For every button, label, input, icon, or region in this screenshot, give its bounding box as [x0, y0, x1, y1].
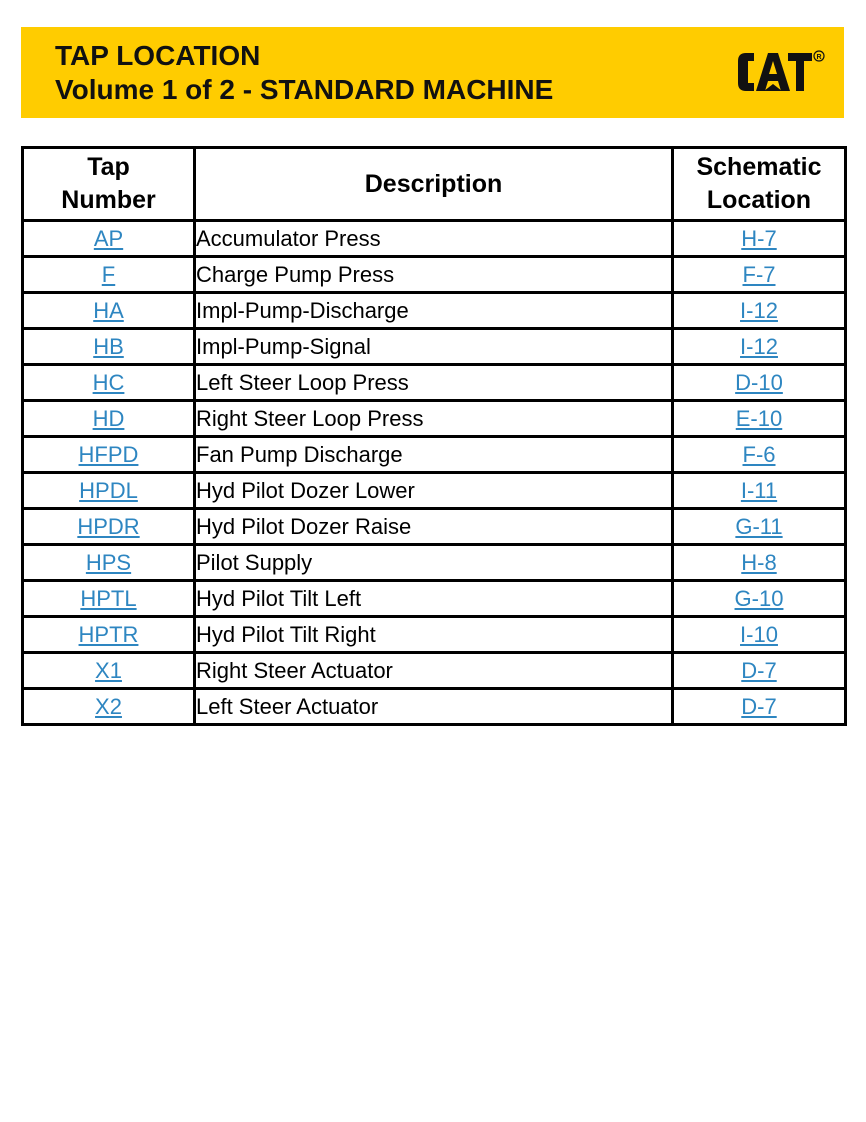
tap-number-link[interactable]: HPTR	[78, 622, 139, 647]
tap-number-link[interactable]: HC	[92, 370, 125, 395]
description-cell: Charge Pump Press	[195, 257, 673, 293]
table-row	[23, 689, 846, 725]
description-cell: Fan Pump Discharge	[195, 437, 673, 473]
schematic-location-link[interactable]: F-7	[742, 262, 776, 287]
tap-number-cell	[23, 545, 195, 581]
table-row	[23, 617, 846, 653]
schematic-location-cell	[673, 329, 846, 365]
schematic-location-link[interactable]: G-10	[734, 586, 784, 611]
header-schematic-location	[673, 148, 846, 221]
tap-number-link[interactable]: HPTL	[80, 586, 137, 611]
schematic-location-link[interactable]: H-8	[741, 550, 777, 575]
description-cell: Accumulator Press	[195, 221, 673, 257]
table-row	[23, 509, 846, 545]
schematic-location-link[interactable]: D-7	[741, 658, 777, 683]
tap-number-cell	[23, 509, 195, 545]
schematic-location-link[interactable]: I-11	[740, 478, 778, 503]
header-location-line2: Location	[706, 186, 812, 214]
header-tap-number	[23, 148, 195, 221]
tap-number-link[interactable]: AP	[93, 226, 124, 251]
tap-number-cell	[23, 221, 195, 257]
schematic-location-cell	[673, 221, 846, 257]
tap-number-link[interactable]: HFPD	[78, 442, 139, 467]
description-cell: Impl-Pump-Discharge	[195, 293, 673, 329]
svg-text:R: R	[816, 54, 822, 61]
table-row	[23, 581, 846, 617]
schematic-location-cell	[673, 617, 846, 653]
tap-number-link[interactable]: X1	[95, 658, 122, 683]
schematic-location-link[interactable]: H-7	[741, 226, 777, 251]
tap-number-link[interactable]: HD	[92, 406, 125, 431]
title-line-1: TAP LOCATION	[55, 40, 261, 71]
schematic-location-link[interactable]: D-7	[741, 694, 777, 719]
title-line-2: Volume 1 of 2 - STANDARD MACHINE	[55, 74, 554, 105]
schematic-location-link[interactable]: I-10	[740, 622, 778, 647]
table-row	[23, 545, 846, 581]
tap-number-cell	[23, 293, 195, 329]
schematic-location-link[interactable]: I-12	[740, 298, 778, 323]
table-row	[23, 221, 846, 257]
description-cell: Impl-Pump-Signal	[195, 329, 673, 365]
schematic-location-link[interactable]: D-10	[735, 370, 783, 395]
tap-number-cell	[23, 365, 195, 401]
tap-number-link[interactable]: HA	[93, 298, 124, 323]
schematic-location-cell	[673, 437, 846, 473]
table-row	[23, 401, 846, 437]
tap-number-link[interactable]: HPDL	[79, 478, 138, 503]
schematic-location-cell	[673, 293, 846, 329]
tap-number-cell	[23, 653, 195, 689]
cat-logo	[736, 47, 826, 97]
schematic-location-link[interactable]: E-10	[735, 406, 783, 431]
tap-number-cell	[23, 401, 195, 437]
schematic-location-cell	[673, 509, 846, 545]
table-row	[23, 257, 846, 293]
table-row	[23, 653, 846, 689]
table-row	[23, 365, 846, 401]
tap-number-link[interactable]: HPS	[85, 550, 132, 575]
table-row	[23, 293, 846, 329]
tap-number-cell	[23, 581, 195, 617]
tap-number-cell	[23, 689, 195, 725]
description-cell: Hyd Pilot Tilt Left	[195, 581, 673, 617]
description-cell: Right Steer Actuator	[195, 653, 673, 689]
schematic-location-cell	[673, 581, 846, 617]
tap-number-cell	[23, 617, 195, 653]
description-cell: Hyd Pilot Dozer Lower	[195, 473, 673, 509]
tap-number-cell	[23, 329, 195, 365]
tap-number-link[interactable]: X2	[95, 694, 122, 719]
description-cell: Hyd Pilot Tilt Right	[195, 617, 673, 653]
schematic-location-link[interactable]: I-12	[740, 334, 778, 359]
description-cell: Right Steer Loop Press	[195, 401, 673, 437]
tap-number-link[interactable]: HPDR	[77, 514, 140, 539]
schematic-location-cell	[673, 473, 846, 509]
tap-number-cell	[23, 473, 195, 509]
header-tap-line1: Tap	[87, 153, 130, 181]
header-banner	[21, 27, 844, 118]
schematic-location-cell	[673, 545, 846, 581]
tap-number-cell	[23, 437, 195, 473]
schematic-location-cell	[673, 401, 846, 437]
description-cell: Hyd Pilot Dozer Raise	[195, 509, 673, 545]
table-header-row	[23, 148, 846, 221]
schematic-location-cell	[673, 689, 846, 725]
schematic-location-cell	[673, 257, 846, 293]
schematic-location-cell	[673, 653, 846, 689]
header-location-line1: Schematic	[696, 153, 822, 181]
schematic-location-link[interactable]: F-6	[742, 442, 776, 467]
document-title	[55, 39, 553, 107]
description-cell: Left Steer Actuator	[195, 689, 673, 725]
description-cell: Pilot Supply	[195, 545, 673, 581]
table-row	[23, 329, 846, 365]
tap-location-table	[21, 146, 847, 726]
tap-number-link[interactable]: F	[101, 262, 116, 287]
header-tap-line2: Number	[61, 186, 156, 214]
schematic-location-cell	[673, 365, 846, 401]
table-row	[23, 437, 846, 473]
tap-number-cell	[23, 257, 195, 293]
header-description: Description	[195, 148, 673, 221]
table-row	[23, 473, 846, 509]
description-cell: Left Steer Loop Press	[195, 365, 673, 401]
schematic-location-link[interactable]: G-11	[735, 514, 783, 539]
tap-number-link[interactable]: HB	[93, 334, 124, 359]
